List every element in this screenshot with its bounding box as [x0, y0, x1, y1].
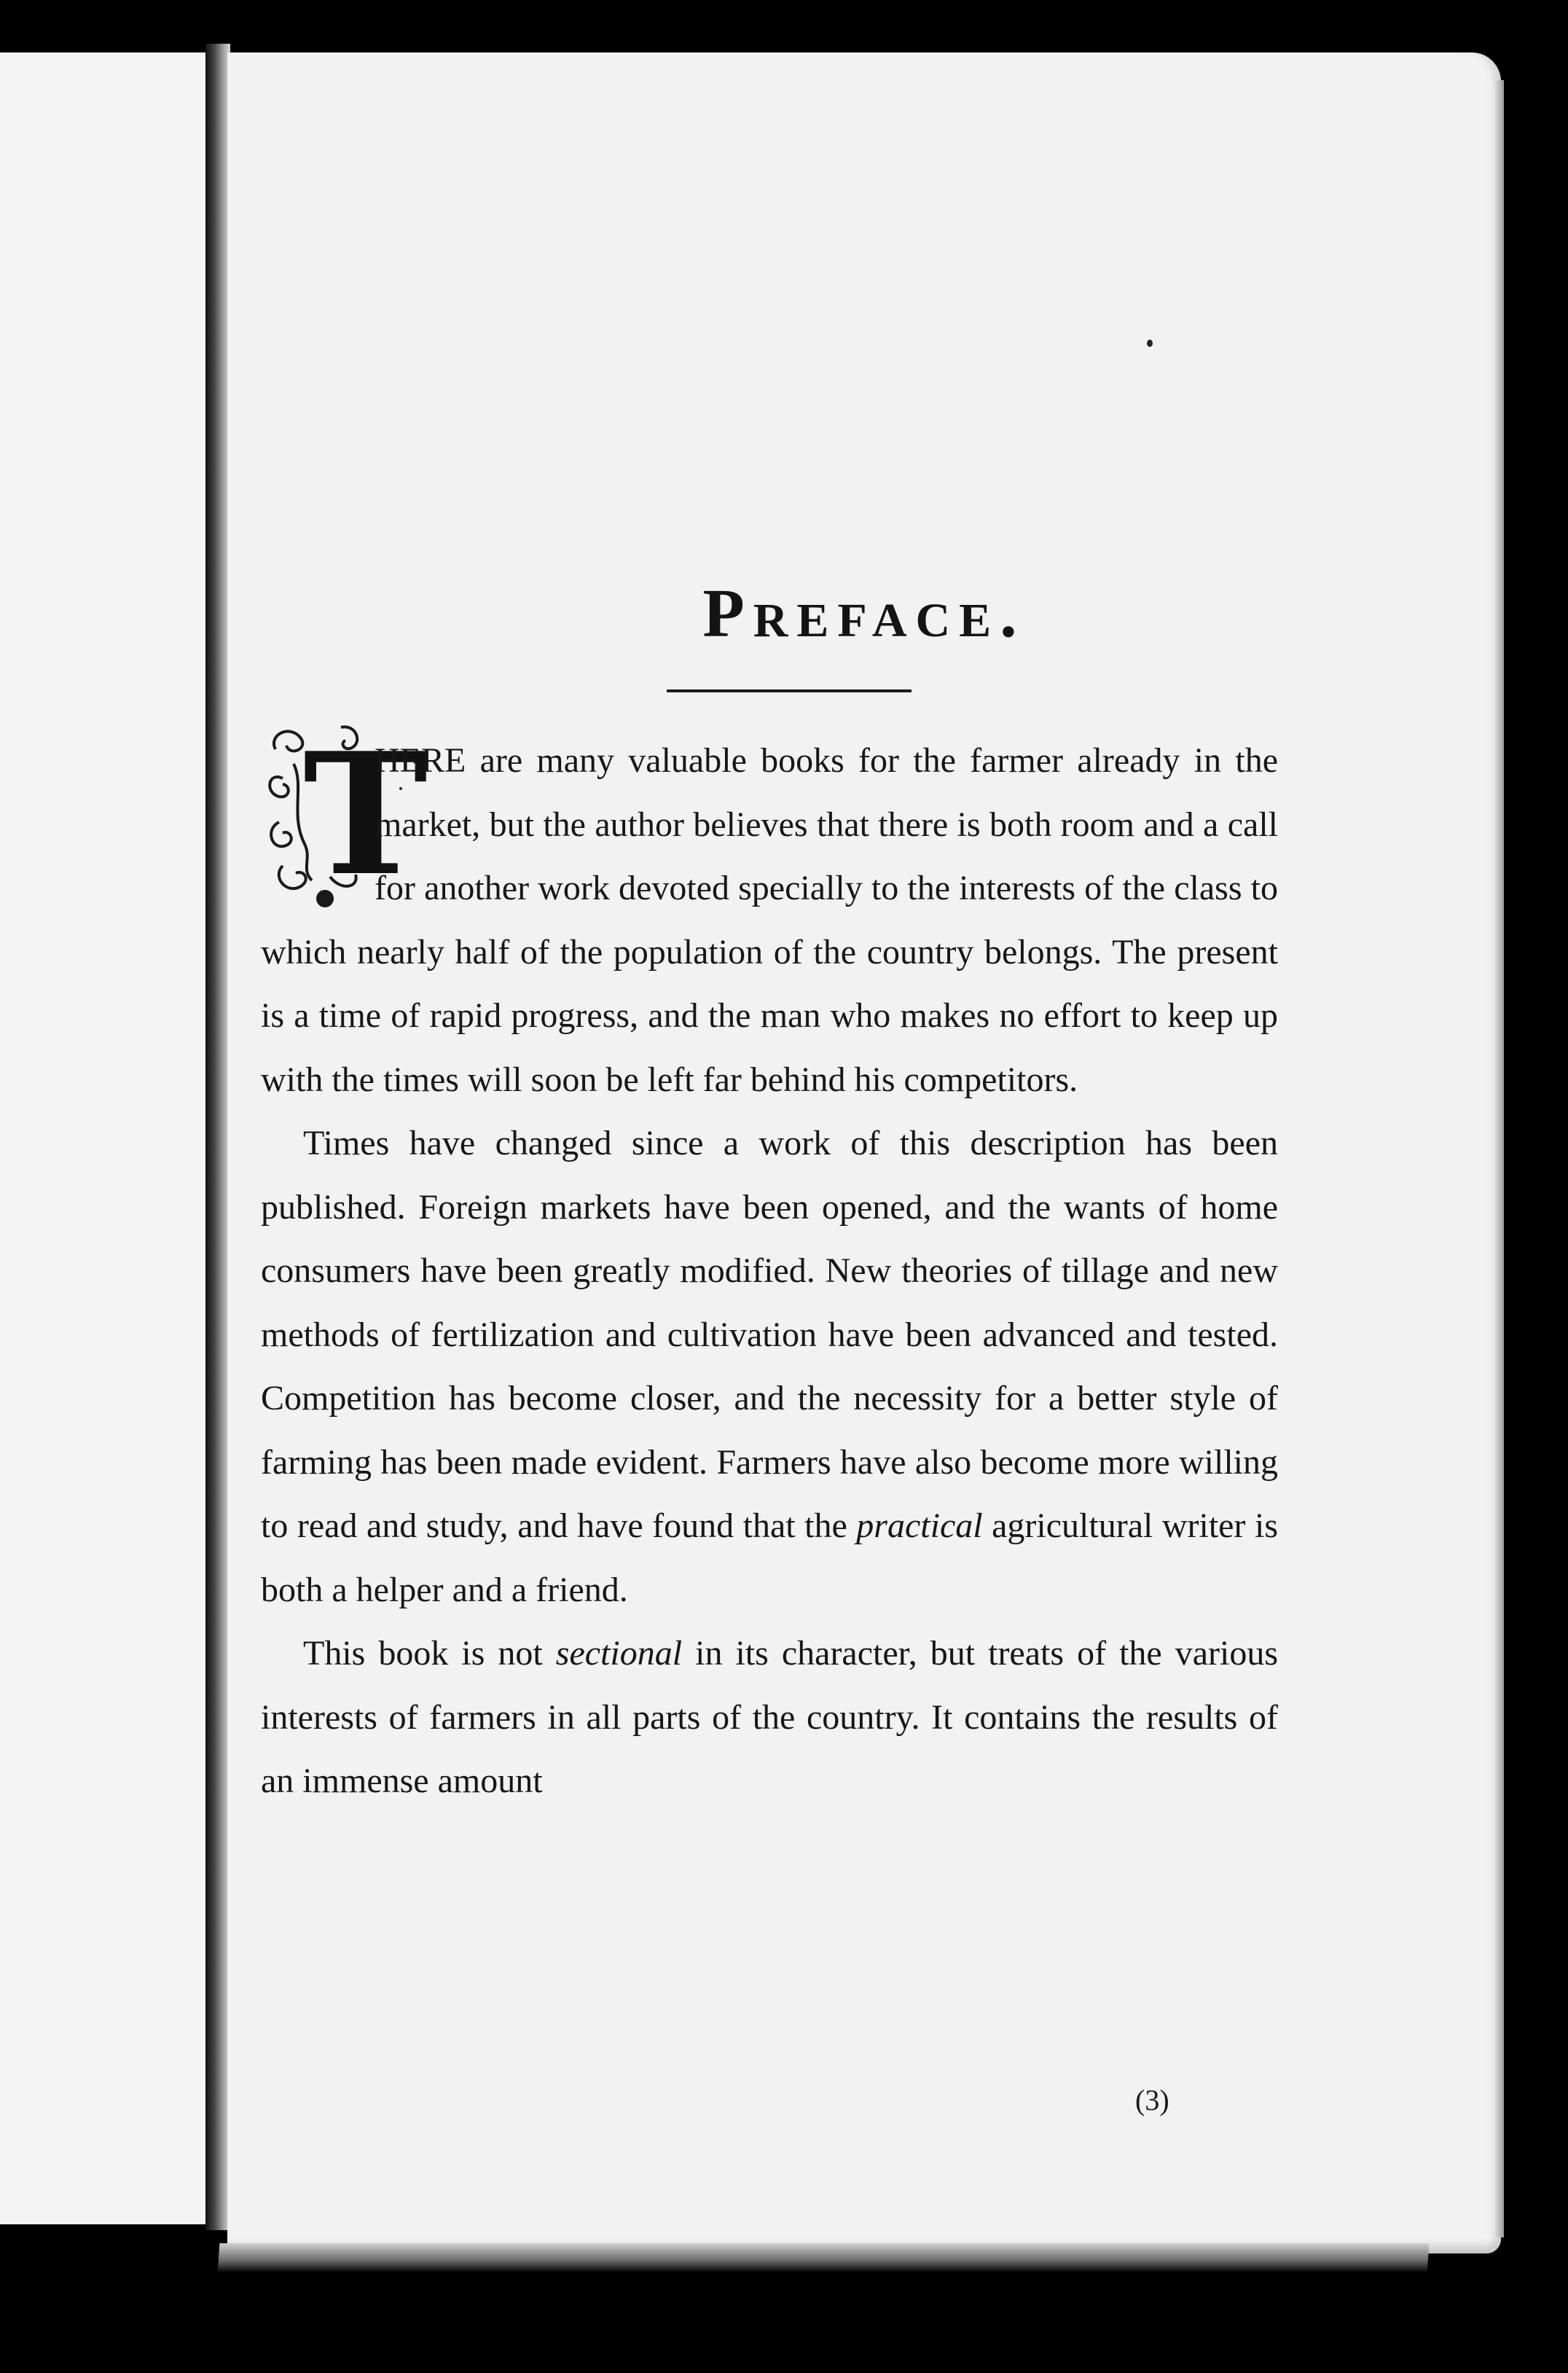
preface-text — [261, 716, 1279, 1813]
left-facing-page — [0, 52, 208, 2224]
page-right-edge — [1494, 80, 1504, 2237]
drop-cap-letter: T — [303, 716, 428, 913]
paragraph-2-end: agricultural writer is both a helper and a friend. — [261, 1506, 1278, 1609]
emphasis-practical: practical — [856, 1506, 992, 1545]
paragraph-1-text: HERE are many valuable books for the farmer already in the market, but the author believes that there is both room and a call for another work devoted specially to the interests of the class to which nearly half of the population of the country belongs. The present is a time of rapid progress, and the man who makes no effort to keep up with the times will soon be left far behind his competitors. — [261, 741, 1278, 1099]
paragraph-2-text: Times have changed since a work of this description has been published. Foreign markets have been opened, and the wants of home consumers have been greatly modified. New theories of tillage and new methods of fertilization and cultivation have been advanced and tested. Competition has become closer, and the necessity for a better style of farming has been made evident. Farmers have also become more willing to read and study, and have found that the — [261, 1124, 1278, 1545]
paragraph-3 — [261, 1622, 1278, 1813]
emphasis-sectional: sectional — [555, 1634, 696, 1673]
paragraph-3-text: in its character, but treats of the various interests of farmers in all parts of the country. It contains the results of an immense amount — [261, 1634, 1279, 1800]
page-number: (3) — [1135, 2084, 1169, 2116]
page-title: Preface. — [702, 575, 1026, 652]
paragraph-1 — [261, 716, 1278, 1111]
decorated-drop-cap-icon — [261, 716, 428, 913]
page-bottom-edge — [218, 2243, 1430, 2272]
paragraph-2 — [261, 1111, 1278, 1622]
paragraph-3-start: This book is not — [303, 1634, 543, 1673]
title-rule — [667, 689, 912, 692]
ink-speck — [1147, 340, 1153, 347]
book-gutter — [205, 44, 230, 2230]
